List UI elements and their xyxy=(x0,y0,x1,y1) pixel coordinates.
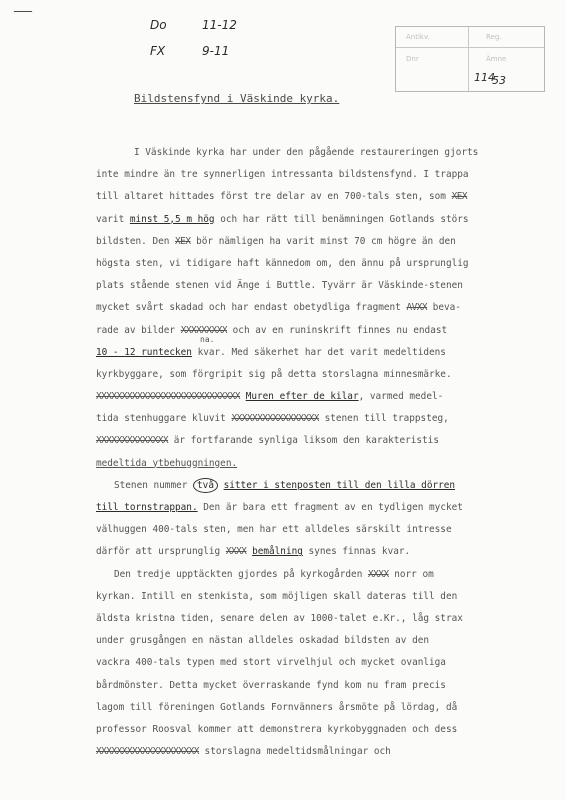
text-run: under grusgången en nästan alldeles oskadad bildsten av den xyxy=(96,635,430,647)
archive-stamp xyxy=(395,26,545,92)
stamp-label: Antikv. xyxy=(406,33,430,41)
text-line xyxy=(96,430,560,452)
underlined-text: Muren efter de kilar xyxy=(245,391,359,403)
stamp-label: Dnr xyxy=(406,55,419,63)
text-line xyxy=(96,497,560,519)
text-run: och av en runinskrift finnes nu endast xyxy=(232,324,448,336)
text-run: , varmed medel- xyxy=(358,391,444,403)
text-run: är fortfarande synliga liksom den karakteristis xyxy=(173,435,439,447)
text-run: bör nämligen ha varit minst 70 cm högre än den xyxy=(196,235,456,247)
circled-word: två xyxy=(193,478,218,493)
struck-text: XEX xyxy=(175,235,191,247)
text-run: Den tredje upptäckten gjordes på kyrkogården xyxy=(114,568,363,580)
text-run: norr om xyxy=(394,568,434,580)
text-run: vackra 400-tals typen med stort virvelhjul och mycket ovanliga xyxy=(96,657,446,669)
struck-text: XXXXXXXXX xyxy=(180,324,227,336)
text-line xyxy=(96,675,560,697)
text-run: välhuggen 400-tals sten, men har ett alldeles särskilt intresse xyxy=(96,524,452,536)
text-run: till altaret hittades först tre delar av en 700-tals sten, som xyxy=(96,191,446,203)
text-line xyxy=(96,408,560,430)
text-run: beva- xyxy=(432,302,461,314)
text-line xyxy=(96,697,560,719)
text-run: kyrkbyggare, som förgripit sig på detta storslagna minnesmärke. xyxy=(96,368,452,380)
text-line xyxy=(96,519,560,541)
text-line xyxy=(96,386,560,408)
document-body xyxy=(96,142,560,763)
stamp-label: Ämne xyxy=(486,55,507,63)
text-run: synes finnas kvar. xyxy=(308,546,411,558)
struck-text: XXXX xyxy=(368,568,389,580)
top-left-mark: — xyxy=(14,0,32,20)
text-run: rade av bilder xyxy=(96,324,176,336)
text-line xyxy=(96,564,560,586)
text-line xyxy=(96,741,560,763)
struck-text: XXXXXXXXXXXXXXXXX xyxy=(231,413,319,425)
underlined-text: bemålning xyxy=(252,546,303,558)
text-run: varit xyxy=(96,213,125,225)
text-run: kvar. Med säkerhet har det varit medeltidens xyxy=(197,346,446,358)
stamp-sub-number: 53 xyxy=(492,74,506,87)
underlined-text: medeltida ytbehuggningen. xyxy=(96,457,238,469)
text-line xyxy=(96,297,560,319)
struck-text: AVXX xyxy=(406,302,428,314)
struck-text: XXXX xyxy=(225,546,247,558)
text-line xyxy=(96,453,560,475)
text-line xyxy=(96,231,560,253)
text-line xyxy=(96,164,560,186)
handwritten-fx-range: 9-11 xyxy=(202,44,230,58)
text-run: bildsten. Den xyxy=(96,235,170,247)
text-run: kyrkan. Intill en stenkista, som möjligen skall dateras till den xyxy=(96,590,458,602)
text-run: äldsta kristna tiden, senare delen av 1000-talet e.Kr., låg strax xyxy=(96,612,463,624)
underlined-text: 10 - 12 runtecken xyxy=(96,346,192,358)
struck-text: XXXXXXXXXXXXXXXXXXXXXXXXXXXX xyxy=(96,391,241,403)
text-line xyxy=(96,719,560,741)
document-title: Bildstensfynd i Väskinde kyrka. xyxy=(134,92,340,105)
stamp-number: 114 xyxy=(474,71,495,84)
text-line xyxy=(96,475,560,497)
stamp-divider xyxy=(468,27,469,91)
text-line xyxy=(96,586,560,608)
text-run: professor Roosval kommer att demonstrera kyrkobyggnaden och dess xyxy=(96,723,458,735)
text-run: bårdmönster. Detta mycket överraskande fynd kom nu fram precis xyxy=(96,679,446,691)
stamp-divider xyxy=(396,47,544,48)
text-run: Den är bara ett fragment av en tydligen mycket xyxy=(203,502,463,513)
text-run: därför att ursprunglig xyxy=(96,546,221,558)
text-run: plats stående stenen vid Änge i Buttle. Tyvärr är Väskinde-stenen xyxy=(96,280,463,292)
text-line xyxy=(96,342,560,364)
text-run: Stenen nummer xyxy=(114,479,188,491)
handwritten-fx-code: FX xyxy=(150,44,166,58)
underlined-text: sitter i stenposten till den lilla dörren xyxy=(223,479,456,491)
text-line xyxy=(96,608,560,630)
text-run: och har rätt till benämningen Gotlands störs xyxy=(220,213,469,225)
text-run: I Väskinde kyrka har under den pågående restaureringen gjorts xyxy=(134,147,479,158)
underlined-text: till tornstrappan. xyxy=(96,502,198,513)
text-run: högsta sten, vi tidigare haft kännedom om, den ännu på ursprunglig xyxy=(96,257,469,269)
text-run: tida stenhuggare kluvit xyxy=(96,413,226,425)
text-line xyxy=(96,275,560,297)
text-line xyxy=(96,364,560,386)
text-line xyxy=(96,630,560,652)
text-run: storslagna medeltidsmålningar och xyxy=(204,746,391,758)
text-line xyxy=(96,209,560,231)
inserted-text: na. xyxy=(200,335,215,344)
text-line xyxy=(96,142,560,164)
stamp-label: Reg. xyxy=(486,33,502,41)
struck-text: XEX xyxy=(451,191,468,203)
handwritten-do-range: 11-12 xyxy=(202,18,237,32)
text-line xyxy=(96,652,560,674)
text-run: mycket svårt skadad och har endast obetydliga fragment xyxy=(96,302,401,314)
underlined-text: minst 5,5 m hög xyxy=(129,213,215,225)
text-line xyxy=(96,320,560,342)
struck-text: XXXXXXXXXXXXXX xyxy=(96,435,169,447)
struck-text: XXXXXXXXXXXXXXXXXXXX xyxy=(96,746,199,758)
handwritten-do-code: Do xyxy=(150,18,167,32)
text-run: inte mindre än tre synnerligen intressanta bildstensfynd. I trappa xyxy=(96,169,469,181)
text-run: stenen till trappsteg, xyxy=(324,413,449,425)
text-run: lagom till föreningen Gotlands Fornvänners årsmöte på lördag, då xyxy=(96,701,458,713)
text-line xyxy=(96,186,560,208)
text-line xyxy=(96,541,560,563)
text-line xyxy=(96,253,560,275)
